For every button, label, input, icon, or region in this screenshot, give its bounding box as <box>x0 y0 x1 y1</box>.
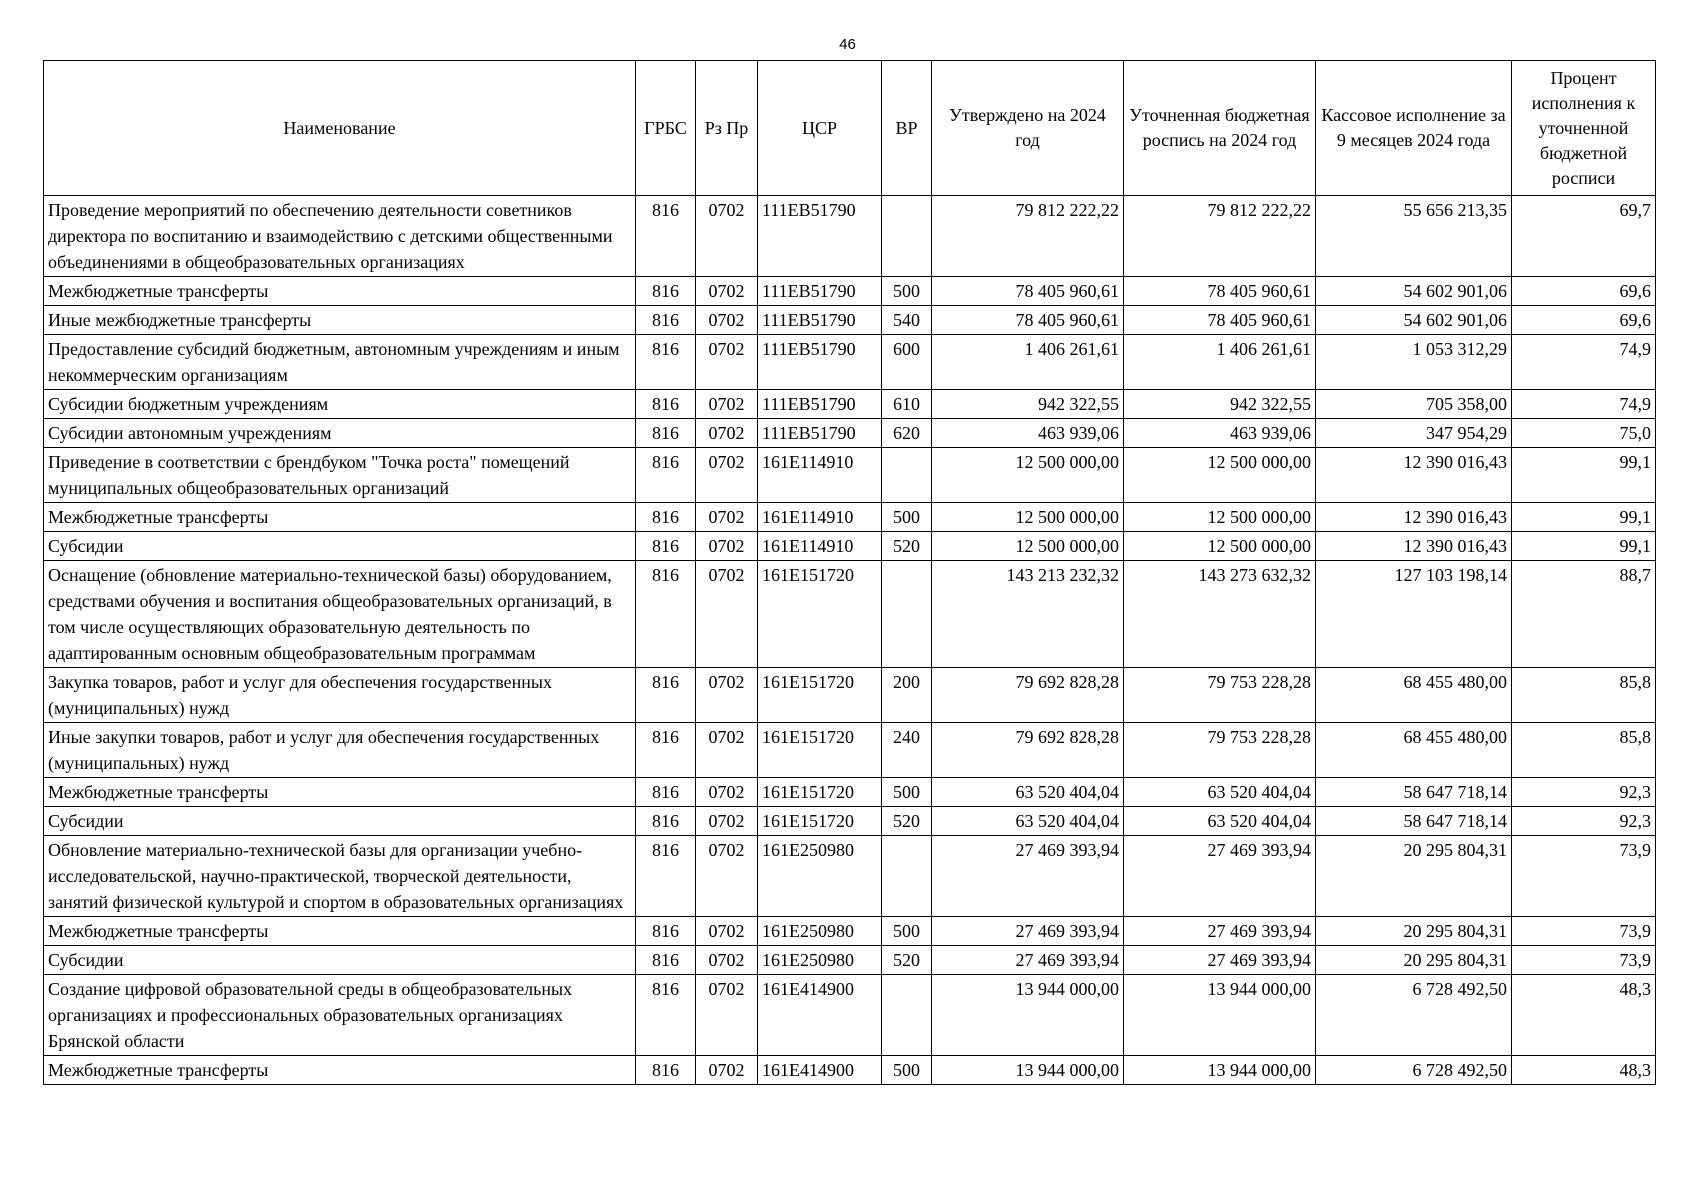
row-vr <box>882 975 932 1056</box>
table-row <box>44 196 1656 277</box>
row-refined: 79 753 228,28 <box>1124 723 1316 778</box>
header-cash: Кассовое исполнение за 9 месяцев 2024 года <box>1316 61 1512 196</box>
row-cash: 55 656 213,35 <box>1316 196 1512 277</box>
row-percent: 69,6 <box>1512 277 1656 306</box>
row-refined: 1 406 261,61 <box>1124 335 1316 390</box>
row-name: Проведение мероприятий по обеспечению деятельности советников директора по воспитанию и взаимодействию с детскими общественными объединениями в общеобразовательных организациях <box>44 196 636 277</box>
row-grbs: 816 <box>636 561 696 668</box>
row-name: Иные межбюджетные трансферты <box>44 306 636 335</box>
table-row <box>44 561 1656 668</box>
row-name: Создание цифровой образовательной среды в общеобразовательных организациях и профессиональных образовательных организациях Брянской области <box>44 975 636 1056</box>
row-approved: 143 213 232,32 <box>932 561 1124 668</box>
row-vr: 610 <box>882 390 932 419</box>
row-cash: 12 390 016,43 <box>1316 448 1512 503</box>
row-approved: 27 469 393,94 <box>932 917 1124 946</box>
row-cash: 127 103 198,14 <box>1316 561 1512 668</box>
header-rzpr: Рз Пр <box>696 61 758 196</box>
row-vr: 240 <box>882 723 932 778</box>
row-rzpr: 0702 <box>696 1056 758 1085</box>
table-row <box>44 975 1656 1056</box>
row-csr: 161E114910 <box>758 532 882 561</box>
row-grbs: 816 <box>636 503 696 532</box>
row-approved: 942 322,55 <box>932 390 1124 419</box>
row-rzpr: 0702 <box>696 778 758 807</box>
row-rzpr: 0702 <box>696 532 758 561</box>
row-percent: 48,3 <box>1512 975 1656 1056</box>
row-cash: 1 053 312,29 <box>1316 335 1512 390</box>
row-approved: 12 500 000,00 <box>932 532 1124 561</box>
header-csr: ЦСР <box>758 61 882 196</box>
row-csr: 161E250980 <box>758 917 882 946</box>
row-name: Субсидии <box>44 807 636 836</box>
row-rzpr: 0702 <box>696 723 758 778</box>
row-percent: 73,9 <box>1512 946 1656 975</box>
row-cash: 705 358,00 <box>1316 390 1512 419</box>
row-vr: 600 <box>882 335 932 390</box>
header-name: Наименование <box>44 61 636 196</box>
row-percent: 74,9 <box>1512 335 1656 390</box>
row-name: Иные закупки товаров, работ и услуг для обеспечения государственных (муниципальных) нужд <box>44 723 636 778</box>
row-rzpr: 0702 <box>696 277 758 306</box>
row-refined: 27 469 393,94 <box>1124 917 1316 946</box>
table-row <box>44 917 1656 946</box>
row-rzpr: 0702 <box>696 946 758 975</box>
table-row <box>44 277 1656 306</box>
row-cash: 12 390 016,43 <box>1316 532 1512 561</box>
row-refined: 12 500 000,00 <box>1124 532 1316 561</box>
row-percent: 75,0 <box>1512 419 1656 448</box>
table-row <box>44 723 1656 778</box>
row-vr: 540 <box>882 306 932 335</box>
row-rzpr: 0702 <box>696 917 758 946</box>
table-row <box>44 807 1656 836</box>
row-csr: 161E114910 <box>758 448 882 503</box>
row-csr: 111EB51790 <box>758 390 882 419</box>
row-approved: 27 469 393,94 <box>932 946 1124 975</box>
row-rzpr: 0702 <box>696 836 758 917</box>
row-csr: 161E151720 <box>758 668 882 723</box>
row-name: Закупка товаров, работ и услуг для обеспечения государственных (муниципальных) нужд <box>44 668 636 723</box>
header-row <box>44 61 1656 196</box>
row-cash: 347 954,29 <box>1316 419 1512 448</box>
row-csr: 161E414900 <box>758 975 882 1056</box>
row-csr: 111EB51790 <box>758 196 882 277</box>
header-percent: Процент исполнения к уточненной бюджетной росписи <box>1512 61 1656 196</box>
row-refined: 79 753 228,28 <box>1124 668 1316 723</box>
header-vr: ВР <box>882 61 932 196</box>
row-name: Приведение в соответствии с брендбуком "Точка роста" помещений муниципальных общеобразовательных организаций <box>44 448 636 503</box>
row-vr: 520 <box>882 532 932 561</box>
row-approved: 79 692 828,28 <box>932 668 1124 723</box>
row-cash: 58 647 718,14 <box>1316 807 1512 836</box>
row-grbs: 816 <box>636 1056 696 1085</box>
row-csr: 161E414900 <box>758 1056 882 1085</box>
row-csr: 111EB51790 <box>758 277 882 306</box>
table-row <box>44 419 1656 448</box>
row-vr <box>882 836 932 917</box>
row-cash: 58 647 718,14 <box>1316 778 1512 807</box>
table-row <box>44 448 1656 503</box>
row-csr: 161E114910 <box>758 503 882 532</box>
row-refined: 63 520 404,04 <box>1124 778 1316 807</box>
row-cash: 12 390 016,43 <box>1316 503 1512 532</box>
row-grbs: 816 <box>636 196 696 277</box>
row-rzpr: 0702 <box>696 668 758 723</box>
header-approved: Утверждено на 2024 год <box>932 61 1124 196</box>
row-refined: 463 939,06 <box>1124 419 1316 448</box>
row-grbs: 816 <box>636 390 696 419</box>
row-approved: 78 405 960,61 <box>932 306 1124 335</box>
row-percent: 88,7 <box>1512 561 1656 668</box>
row-name: Предоставление субсидий бюджетным, автономным учреждениям и иным некоммерческим организациям <box>44 335 636 390</box>
row-csr: 161E250980 <box>758 836 882 917</box>
row-csr: 161E151720 <box>758 778 882 807</box>
row-refined: 63 520 404,04 <box>1124 807 1316 836</box>
row-cash: 20 295 804,31 <box>1316 946 1512 975</box>
row-percent: 69,6 <box>1512 306 1656 335</box>
row-vr <box>882 561 932 668</box>
row-refined: 13 944 000,00 <box>1124 1056 1316 1085</box>
row-vr: 520 <box>882 946 932 975</box>
row-name: Межбюджетные трансферты <box>44 277 636 306</box>
row-vr: 520 <box>882 807 932 836</box>
row-approved: 63 520 404,04 <box>932 778 1124 807</box>
row-name: Оснащение (обновление материально-технической базы) оборудованием, средствами обучения и воспитания общеобразовательных организаций, в том числе осуществляющих образовательную деятельность по адаптированным основным общеобразовательным программам <box>44 561 636 668</box>
row-grbs: 816 <box>636 306 696 335</box>
budget-table <box>43 60 1656 1085</box>
row-cash: 68 455 480,00 <box>1316 723 1512 778</box>
row-refined: 12 500 000,00 <box>1124 503 1316 532</box>
row-percent: 69,7 <box>1512 196 1656 277</box>
row-name: Межбюджетные трансферты <box>44 778 636 807</box>
table-row <box>44 668 1656 723</box>
row-vr: 500 <box>882 1056 932 1085</box>
header-grbs: ГРБС <box>636 61 696 196</box>
row-csr: 161E151720 <box>758 807 882 836</box>
row-rzpr: 0702 <box>696 561 758 668</box>
row-csr: 161E250980 <box>758 946 882 975</box>
row-percent: 99,1 <box>1512 448 1656 503</box>
row-vr <box>882 448 932 503</box>
row-cash: 20 295 804,31 <box>1316 836 1512 917</box>
row-rzpr: 0702 <box>696 196 758 277</box>
row-rzpr: 0702 <box>696 390 758 419</box>
row-refined: 27 469 393,94 <box>1124 836 1316 917</box>
row-name: Субсидии автономным учреждениям <box>44 419 636 448</box>
table-row <box>44 532 1656 561</box>
table-row <box>44 390 1656 419</box>
row-rzpr: 0702 <box>696 306 758 335</box>
row-name: Субсидии <box>44 532 636 561</box>
row-percent: 92,3 <box>1512 778 1656 807</box>
row-approved: 12 500 000,00 <box>932 503 1124 532</box>
row-grbs: 816 <box>636 723 696 778</box>
row-approved: 13 944 000,00 <box>932 975 1124 1056</box>
row-rzpr: 0702 <box>696 448 758 503</box>
row-csr: 161E151720 <box>758 561 882 668</box>
row-grbs: 816 <box>636 668 696 723</box>
row-refined: 12 500 000,00 <box>1124 448 1316 503</box>
row-csr: 111EB51790 <box>758 306 882 335</box>
table-row <box>44 1056 1656 1085</box>
row-vr: 500 <box>882 778 932 807</box>
row-percent: 48,3 <box>1512 1056 1656 1085</box>
row-approved: 13 944 000,00 <box>932 1056 1124 1085</box>
row-percent: 99,1 <box>1512 503 1656 532</box>
row-refined: 13 944 000,00 <box>1124 975 1316 1056</box>
table-body <box>44 196 1656 1085</box>
row-vr: 200 <box>882 668 932 723</box>
row-name: Субсидии <box>44 946 636 975</box>
row-rzpr: 0702 <box>696 419 758 448</box>
row-percent: 73,9 <box>1512 836 1656 917</box>
row-vr: 620 <box>882 419 932 448</box>
row-approved: 79 692 828,28 <box>932 723 1124 778</box>
row-grbs: 816 <box>636 836 696 917</box>
table-row <box>44 306 1656 335</box>
row-name: Межбюджетные трансферты <box>44 917 636 946</box>
row-grbs: 816 <box>636 807 696 836</box>
row-rzpr: 0702 <box>696 335 758 390</box>
row-refined: 143 273 632,32 <box>1124 561 1316 668</box>
row-percent: 85,8 <box>1512 668 1656 723</box>
row-cash: 6 728 492,50 <box>1316 975 1512 1056</box>
row-percent: 73,9 <box>1512 917 1656 946</box>
row-approved: 12 500 000,00 <box>932 448 1124 503</box>
row-cash: 20 295 804,31 <box>1316 917 1512 946</box>
row-cash: 54 602 901,06 <box>1316 306 1512 335</box>
row-grbs: 816 <box>636 917 696 946</box>
row-csr: 111EB51790 <box>758 419 882 448</box>
row-name: Межбюджетные трансферты <box>44 503 636 532</box>
row-rzpr: 0702 <box>696 807 758 836</box>
row-vr: 500 <box>882 277 932 306</box>
row-approved: 63 520 404,04 <box>932 807 1124 836</box>
row-refined: 78 405 960,61 <box>1124 277 1316 306</box>
row-name: Субсидии бюджетным учреждениям <box>44 390 636 419</box>
row-refined: 27 469 393,94 <box>1124 946 1316 975</box>
row-approved: 463 939,06 <box>932 419 1124 448</box>
table-row <box>44 836 1656 917</box>
page-number: 46 <box>839 36 856 53</box>
row-name: Обновление материально-технической базы для организации учебно-исследовательской, научно-практической, творческой деятельности, занятий физической культурой и спортом в образовательных организациях <box>44 836 636 917</box>
row-rzpr: 0702 <box>696 975 758 1056</box>
row-approved: 27 469 393,94 <box>932 836 1124 917</box>
row-vr <box>882 196 932 277</box>
row-csr: 111EB51790 <box>758 335 882 390</box>
row-refined: 79 812 222,22 <box>1124 196 1316 277</box>
row-cash: 54 602 901,06 <box>1316 277 1512 306</box>
row-grbs: 816 <box>636 532 696 561</box>
row-rzpr: 0702 <box>696 503 758 532</box>
table-row <box>44 335 1656 390</box>
row-refined: 942 322,55 <box>1124 390 1316 419</box>
row-grbs: 816 <box>636 946 696 975</box>
row-approved: 78 405 960,61 <box>932 277 1124 306</box>
row-csr: 161E151720 <box>758 723 882 778</box>
row-percent: 85,8 <box>1512 723 1656 778</box>
table-row <box>44 778 1656 807</box>
row-cash: 68 455 480,00 <box>1316 668 1512 723</box>
row-approved: 1 406 261,61 <box>932 335 1124 390</box>
row-percent: 99,1 <box>1512 532 1656 561</box>
row-refined: 78 405 960,61 <box>1124 306 1316 335</box>
row-percent: 74,9 <box>1512 390 1656 419</box>
row-approved: 79 812 222,22 <box>932 196 1124 277</box>
row-grbs: 816 <box>636 277 696 306</box>
table-row <box>44 503 1656 532</box>
row-grbs: 816 <box>636 419 696 448</box>
row-grbs: 816 <box>636 448 696 503</box>
row-grbs: 816 <box>636 975 696 1056</box>
row-grbs: 816 <box>636 335 696 390</box>
row-name: Межбюджетные трансферты <box>44 1056 636 1085</box>
header-refined: Уточненная бюджетная роспись на 2024 год <box>1124 61 1316 196</box>
row-percent: 92,3 <box>1512 807 1656 836</box>
row-grbs: 816 <box>636 778 696 807</box>
row-cash: 6 728 492,50 <box>1316 1056 1512 1085</box>
row-vr: 500 <box>882 917 932 946</box>
row-vr: 500 <box>882 503 932 532</box>
table-row <box>44 946 1656 975</box>
